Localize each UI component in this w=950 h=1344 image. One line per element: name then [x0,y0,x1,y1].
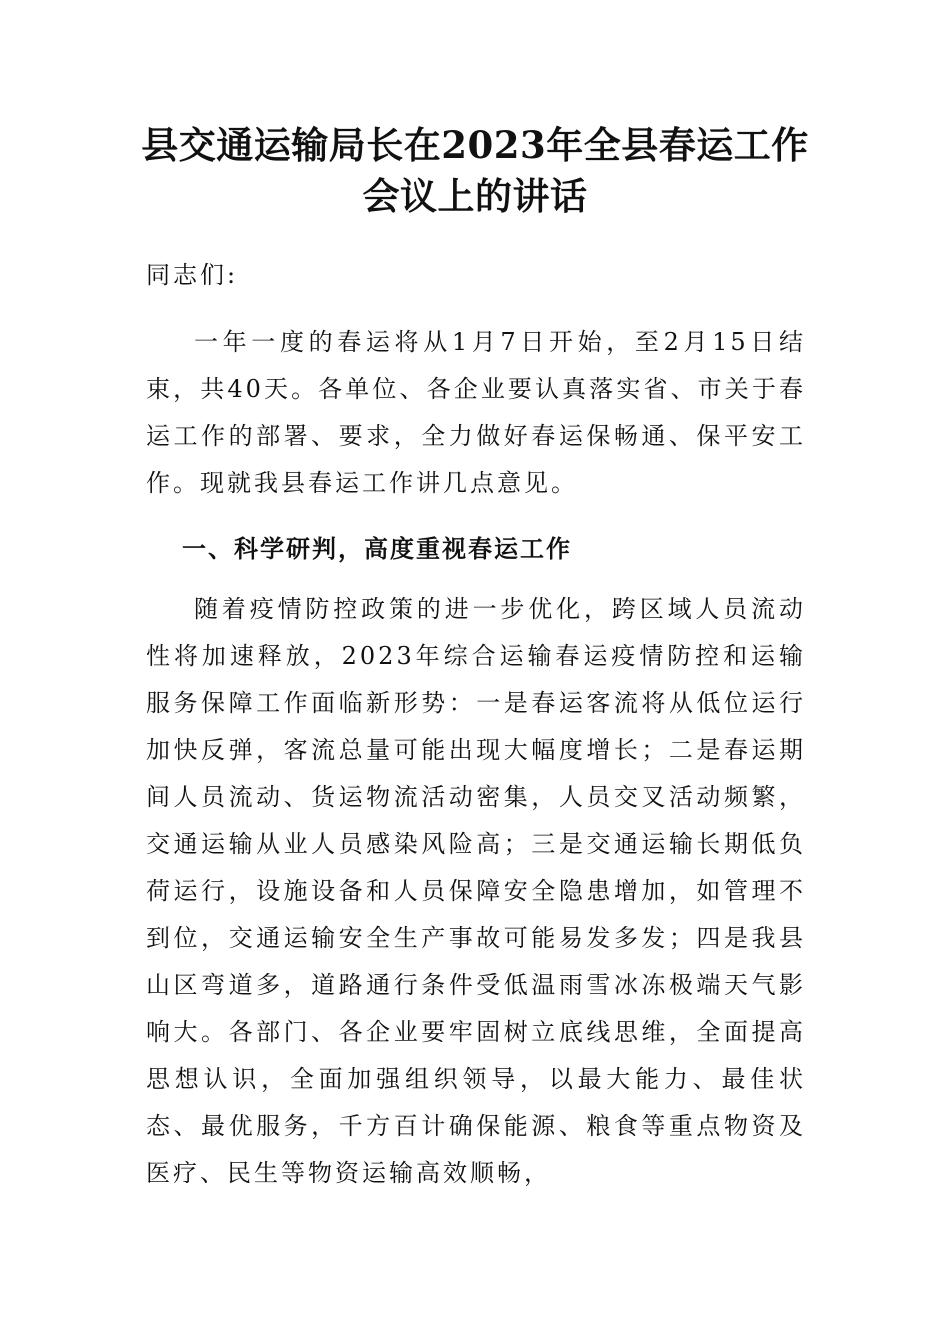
document-title: 县交通运输局长在2023年全县春运工作会议上的讲话 [141,123,809,218]
section-heading: 一、科学研判，高度重视春运工作 [182,534,572,563]
intro-paragraph: 一年一度的春运将从1月7日开始，至2月15日结束，共40天。各单位、各企业要认真落实省、市关于春运工作的部署、要求，全力做好春运保畅通、保平安工作。现就我县春运工作讲几点意见。 [146,328,806,497]
body-paragraph: 随着疫情防控政策的进一步优化，跨区域人员流动性将加速释放，2023年综合运输春运疫情防控和运输服务保障工作面临新形势：一是春运客流将从低位运行加快反弹，客流总量可能出现大幅度增长；二是春运期间人员流动、货运物流活动密集，人员交叉活动频繁，交通运输从业人员感染风险高；三是交通运输长期低负荷运行，设施设备和人员保障安全隐患增加，如管理不到位，交通运输安全生产事故可能易发多发；四是我县山区弯道多，道路通行条件受低温雨雪冰冻极端天气影响大。各部门、各企业要牢固树立底线思维，全面提高思想认识，全面加强组织领导，以最大能力、最佳状态、最优服务，千方百计确保能源、粮食等重点物资及医疗、民生等物资运输高效顺畅， [146,595,806,1187]
salutation: 同志们: [146,261,239,289]
